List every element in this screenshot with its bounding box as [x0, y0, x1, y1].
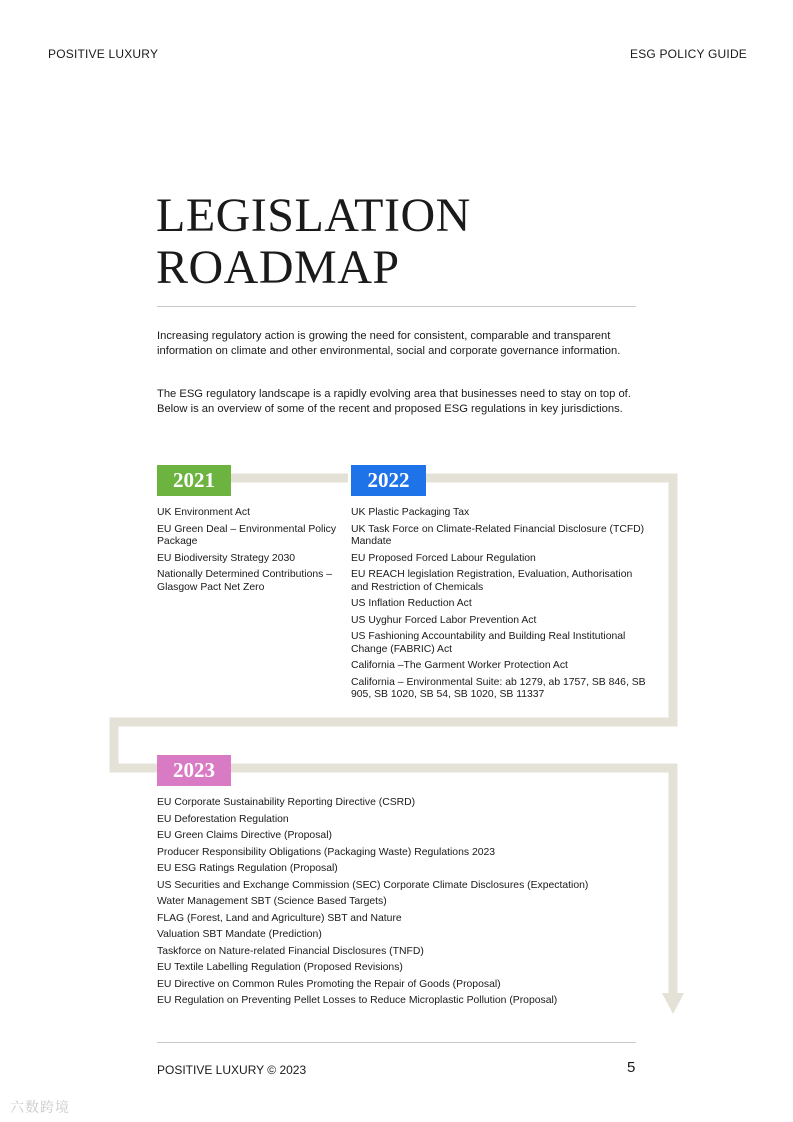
regulation-item: FLAG (Forest, Land and Agriculture) SBT and Nature	[157, 912, 402, 924]
year-2022-list	[351, 507, 651, 706]
year-badge-2023: 2023	[157, 755, 231, 786]
regulation-item: US Uyghur Forced Labor Prevention Act	[351, 614, 537, 626]
intro-paragraph-1: Increasing regulatory action is growing the need for consistent, comparable and transparent information on climate and other environmental, social and corporate governance information.	[157, 330, 621, 357]
regulation-item: Taskforce on Nature-related Financial Disclosures (TNFD)	[157, 945, 424, 957]
regulation-item: Water Management SBT (Science Based Targets)	[157, 896, 387, 907]
header-guide-title: ESG POLICY GUIDE	[630, 47, 748, 61]
header-brand: POSITIVE LUXURY	[48, 47, 159, 61]
footer-divider	[157, 1042, 636, 1043]
regulation-item: EU Directive on Common Rules Promoting the Repair of Goods (Proposal)	[157, 978, 501, 990]
regulation-item: Nationally Determined Contributions – Glasgow Pact Net Zero	[157, 569, 332, 593]
regulation-item: UK Task Force on Climate-Related Financial Disclosure (TCFD) Mandate	[351, 523, 645, 547]
page-title-line-1: LEGISLATION	[156, 189, 471, 242]
page-title-line-2: ROADMAP	[156, 241, 400, 294]
roadmap-arrow-icon	[662, 993, 684, 1014]
regulation-item: US Securities and Exchange Commission (SEC) Corporate Climate Disclosures (Expectation)	[157, 879, 589, 891]
regulation-item: EU Green Deal – Environmental Policy Package	[157, 523, 337, 547]
regulation-item: California –The Garment Worker Protection Act	[351, 660, 568, 672]
regulation-item: EU Textile Labelling Regulation (Proposed Revisions)	[157, 962, 403, 973]
regulation-item: EU REACH legislation Registration, Evaluation, Authorisation and Restriction of Chemicals	[351, 569, 633, 593]
intro-paragraph-2: The ESG regulatory landscape is a rapidly evolving area that businesses need to stay on top of. Below is an overview of some of the recent and proposed ESG regulations in key jurisdictions.	[157, 388, 631, 415]
regulation-item: EU Proposed Forced Labour Regulation	[351, 552, 536, 564]
year-badge-2021: 2021	[157, 465, 231, 496]
regulation-item: UK Plastic Packaging Tax	[351, 507, 470, 518]
year-badge-2022: 2022	[351, 465, 426, 496]
year-2023-list	[157, 797, 647, 1012]
regulation-item: California – Environmental Suite: ab 1279, ab 1757, SB 846, SB 905, SB 1020, SB 54, SB 1020, SB 11337	[351, 676, 646, 701]
regulation-item: US Inflation Reduction Act	[351, 598, 472, 610]
regulation-item: Producer Responsibility Obligations (Packaging Waste) Regulations 2023	[157, 846, 496, 858]
year-2021-list	[157, 507, 337, 598]
watermark: 六数跨境	[10, 1099, 70, 1115]
regulation-item: EU Green Claims Directive (Proposal)	[157, 830, 332, 841]
regulation-item: EU Corporate Sustainability Reporting Directive (CSRD)	[157, 797, 416, 808]
regulation-item: EU Deforestation Regulation	[157, 813, 289, 825]
regulation-item: EU ESG Ratings Regulation (Proposal)	[157, 863, 338, 874]
regulation-item: US Fashioning Accountability and Building Real Institutional Change (FABRIC) Act	[351, 631, 626, 655]
regulation-item: EU Regulation on Preventing Pellet Losses to Reduce Microplastic Pollution (Proposal)	[157, 995, 558, 1006]
regulation-item: EU Biodiversity Strategy 2030	[157, 552, 296, 564]
footer-copyright: POSITIVE LUXURY © 2023	[157, 1063, 307, 1077]
regulation-item: Valuation SBT Mandate (Prediction)	[157, 929, 322, 940]
regulation-item: UK Environment Act	[157, 507, 250, 518]
page-number: 5	[627, 1059, 636, 1076]
